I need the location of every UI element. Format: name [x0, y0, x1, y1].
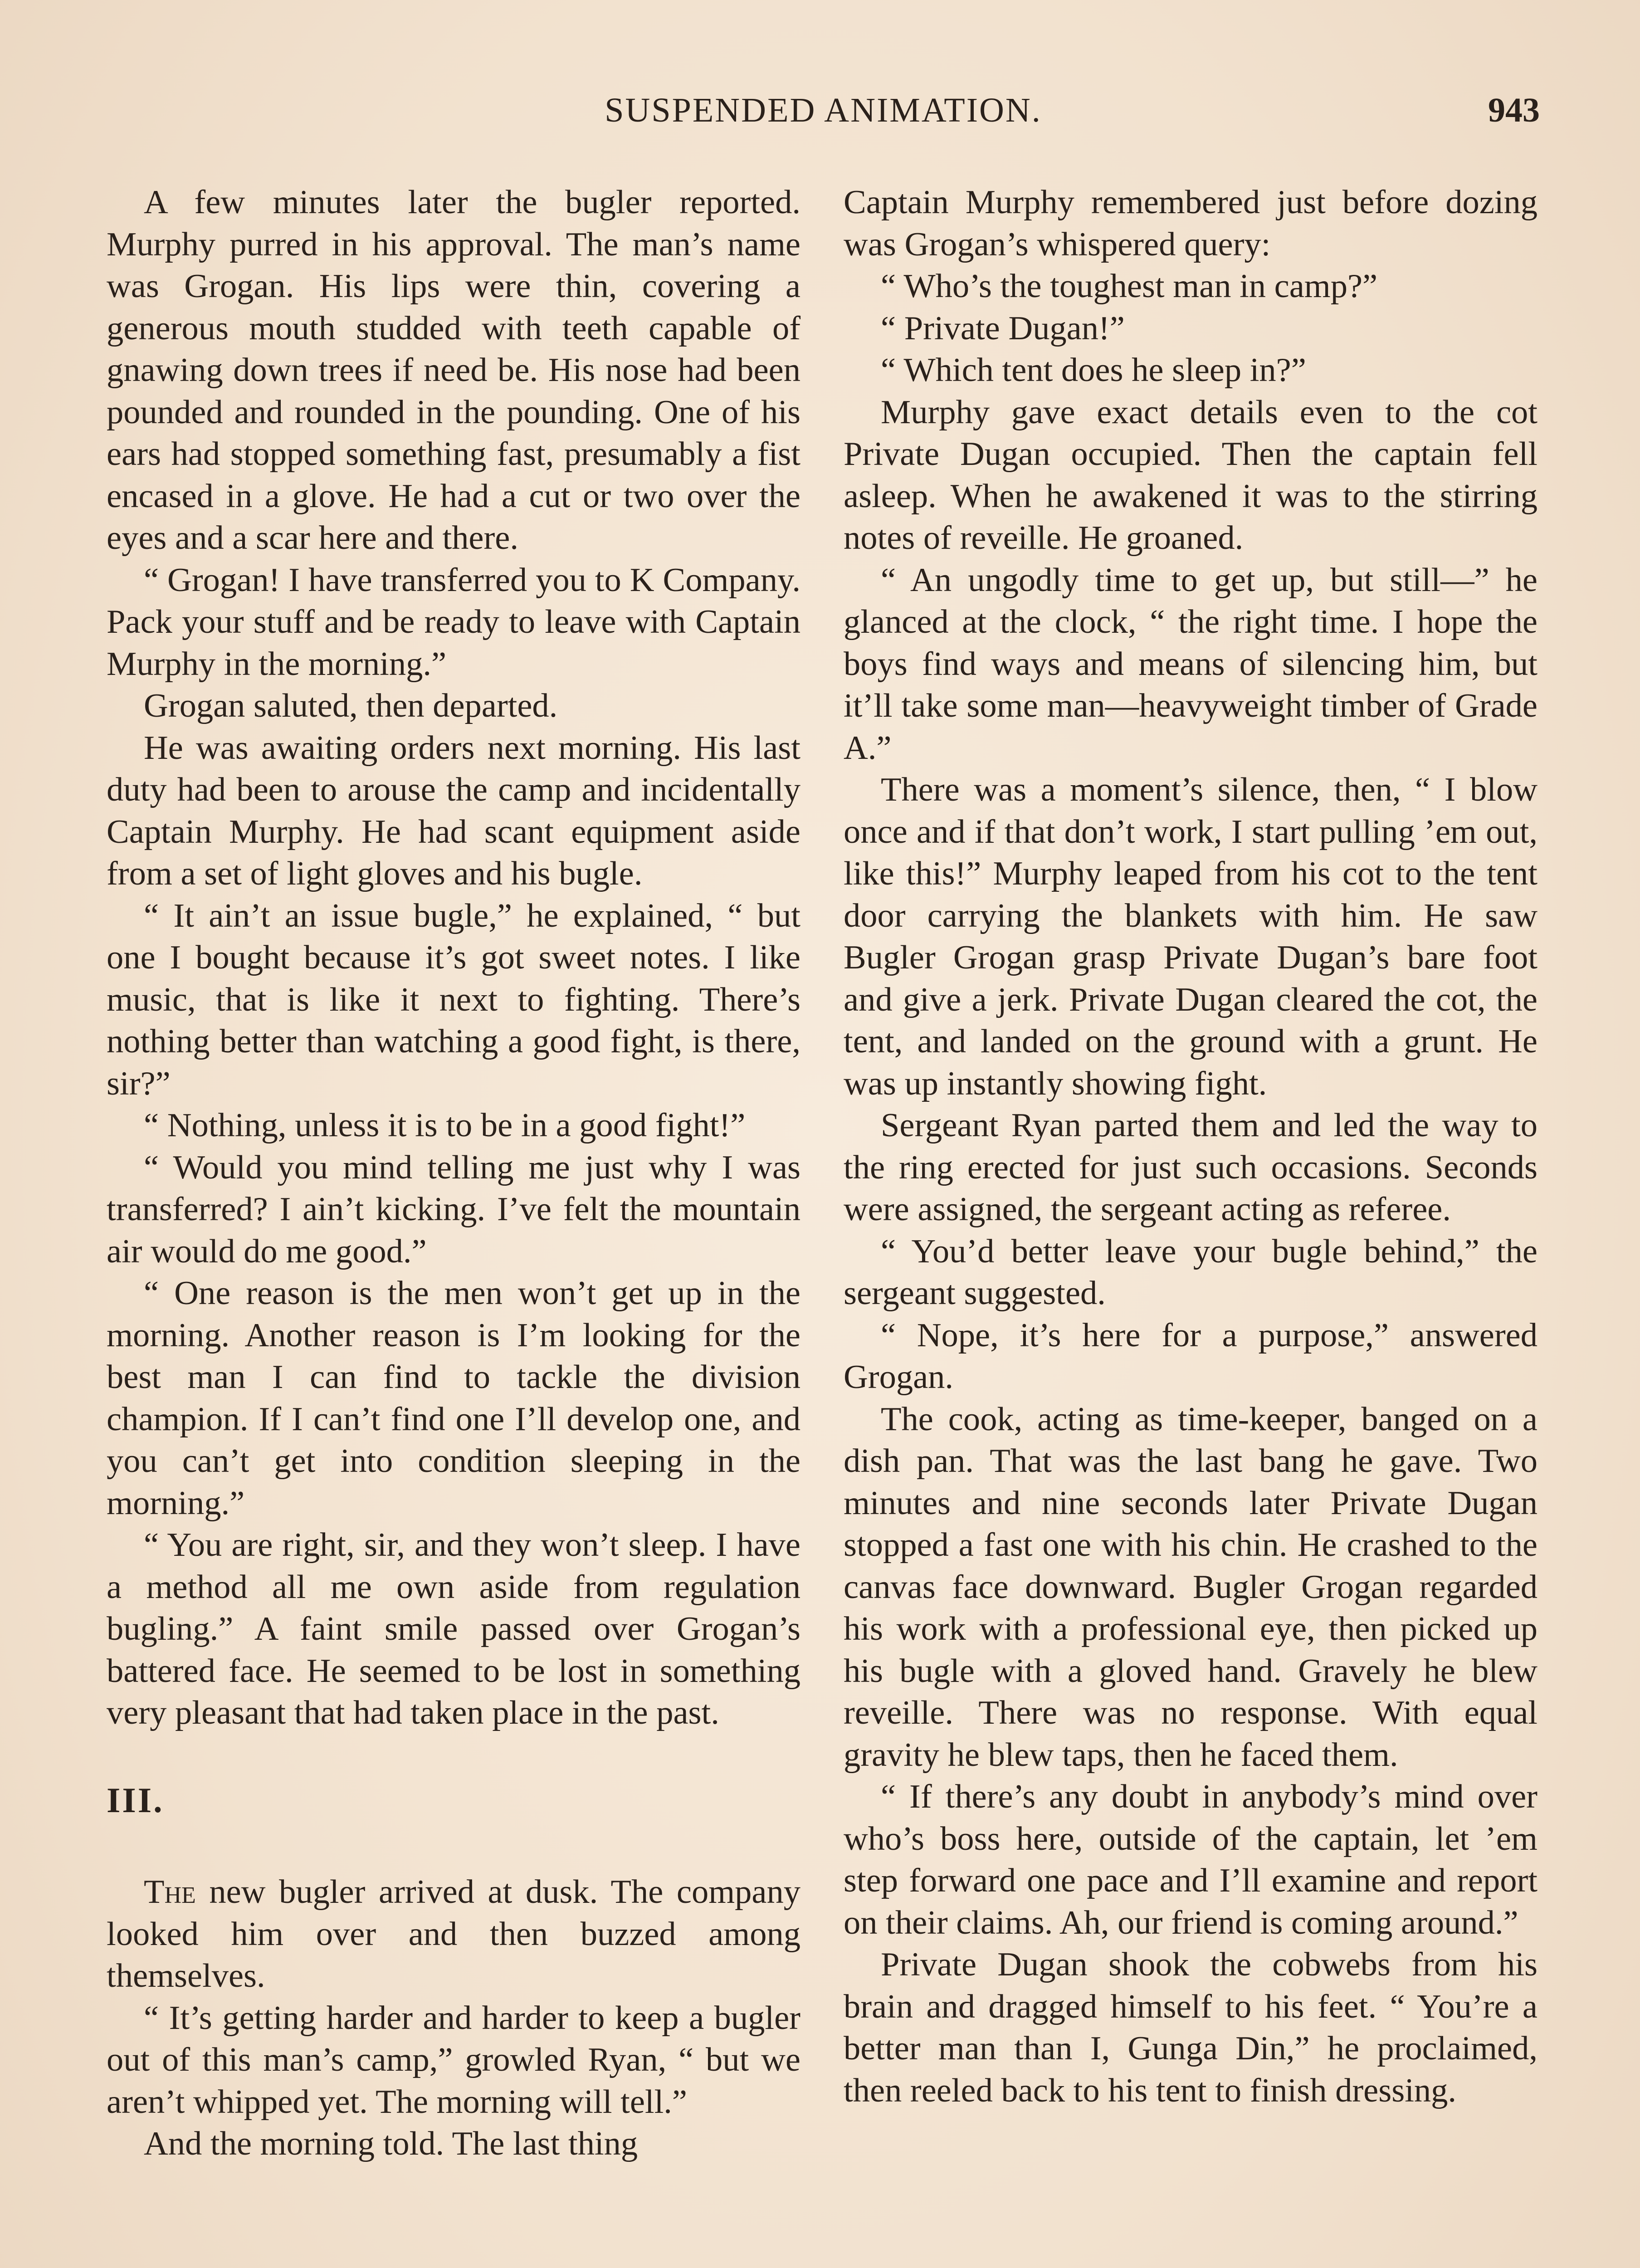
paragraph: A few minutes later the bugler reported. Murphy purred in his approval. The man’s name was Grogan. His lips were thin, covering a generous mouth studded with teeth capable of gnawing down trees if need be. His nose had been pounded and rounded in the pounding. One of his ears had stopped something fast, presumably a fist encased in a glove. He had a cut or two over the eyes and a scar here and there.: [107, 184, 800, 557]
paragraph: “ It’s getting harder and harder to keep a bugler out of this man’s camp,” growled Ryan, “ but we aren’t whipped yet. The morning will tell.”: [107, 1999, 800, 2121]
paragraph: Captain Murphy remembered just before dozing was Grogan’s whispered query:: [844, 184, 1538, 263]
paragraph: Sergeant Ryan parted them and led the way to the ring erected for just such occasions. Seconds were assigned, the sergeant acting as referee.: [844, 1107, 1538, 1228]
paragraph-text: new bugler arrived at dusk. The company looked him over and then buzzed among themselves.: [107, 1873, 800, 1994]
paragraph-lead-word: The: [144, 1873, 196, 1911]
paragraph: The cook, acting as time-keeper, banged on a dish pan. That was the last bang he gave. Two minutes and nine seconds later Private Dugan stopped a fast one with his chin. He crashed to the canvas face downward. Bugler Grogan regarded his work with a professional eye, then picked up his bugle with a gloved hand. Gravely he blew reveille. There was no response. With equal gravity he blew taps, then he faced them.: [844, 1400, 1538, 1774]
paragraph: “ One reason is the men won’t get up in the morning. Another reason is I’m looking for the best man I can find to tackle the division champion. If I can’t find one I’ll develop one, and you can’t get into condition sleeping in the morning.”: [107, 1275, 800, 1522]
paragraph: “ Which tent does he sleep in?”: [881, 352, 1306, 389]
paragraph: “ Private Dugan!”: [881, 309, 1125, 347]
section-heading: III.: [107, 1780, 164, 1820]
paragraph: “ Would you mind telling me just why I was transferred? I ain’t kicking. I’ve felt the mountain air would do me good.”: [107, 1149, 800, 1270]
paragraph: Private Dugan shook the cobwebs from his brain and dragged himself to his feet. “ You’re a better man than I, Gunga Din,” he proclaimed, then reeled back to his tent to finish dressing.: [844, 1946, 1538, 2109]
page-header: [107, 91, 1540, 150]
paragraph: Grogan saluted, then departed.: [144, 687, 558, 724]
paragraph: “ You’d better leave your bugle behind,” the sergeant suggested.: [844, 1232, 1538, 1312]
paragraph: “ It ain’t an issue bugle,” he explained, “ but one I bought because it’s got sweet notes. I like music, that is like it next to fighting. There’s nothing better than watching a good fight, is there, sir?”: [107, 897, 800, 1102]
paragraph: “ You are right, sir, and they won’t sleep. I have a method all me own aside from regulation bugling.” A faint smile passed over Grogan’s battered face. He seemed to be lost in something very pleasant that had taken place in the past.: [107, 1526, 800, 1731]
right-column: [844, 181, 1538, 2112]
running-title: SUSPENDED ANIMATION.: [605, 91, 1042, 129]
paragraph: He was awaiting orders next morning. His last duty had been to arouse the camp and incidentally Captain Murphy. He had scant equipment aside from a set of light gloves and his bugle.: [107, 729, 800, 892]
paragraph: “ Nope, it’s here for a purpose,” answered Grogan.: [844, 1316, 1538, 1396]
paragraph: There was a moment’s silence, then, “ I blow once and if that don’t work, I start pulling ’em out, like this!” Murphy leaped from his cot to the tent door carrying the blankets with him. He saw Bugler Grogan grasp Private Dugan’s bare foot and give a jerk. Private Dugan cleared the cot, the tent, and landed on the ground with a grunt. He was up instantly showing fight.: [844, 771, 1538, 1102]
page-number: 943: [1488, 91, 1540, 129]
paragraph: “ An ungodly time to get up, but still—” he glanced at the clock, “ the right time. I hope the boys find ways and means of silencing him, but it’ll take some man—heavyweight timber of Grade A.”: [844, 561, 1538, 767]
paragraph: And the morning told. The last thing: [144, 2125, 638, 2162]
paragraph: “ Grogan! I have transferred you to K Company. Pack your stuff and be ready to leave with Captain Murphy in the morning.”: [107, 561, 800, 683]
paragraph: [107, 1871, 800, 1997]
left-column: [107, 181, 800, 2165]
paragraph: “ Who’s the toughest man in camp?”: [881, 268, 1378, 305]
paragraph: Murphy gave exact details even to the cot Private Dugan occupied. Then the captain fell asleep. When he awakened it was to the stirring notes of reveille. He groaned.: [844, 393, 1538, 557]
paragraph: “ Nothing, unless it is to be in a good fight!”: [144, 1107, 746, 1144]
paragraph: “ If there’s any doubt in anybody’s mind over who’s boss here, outside of the captain, let ’em step forward one pace and I’ll examine and report on their claims. Ah, our friend is coming around.”: [844, 1778, 1538, 1941]
